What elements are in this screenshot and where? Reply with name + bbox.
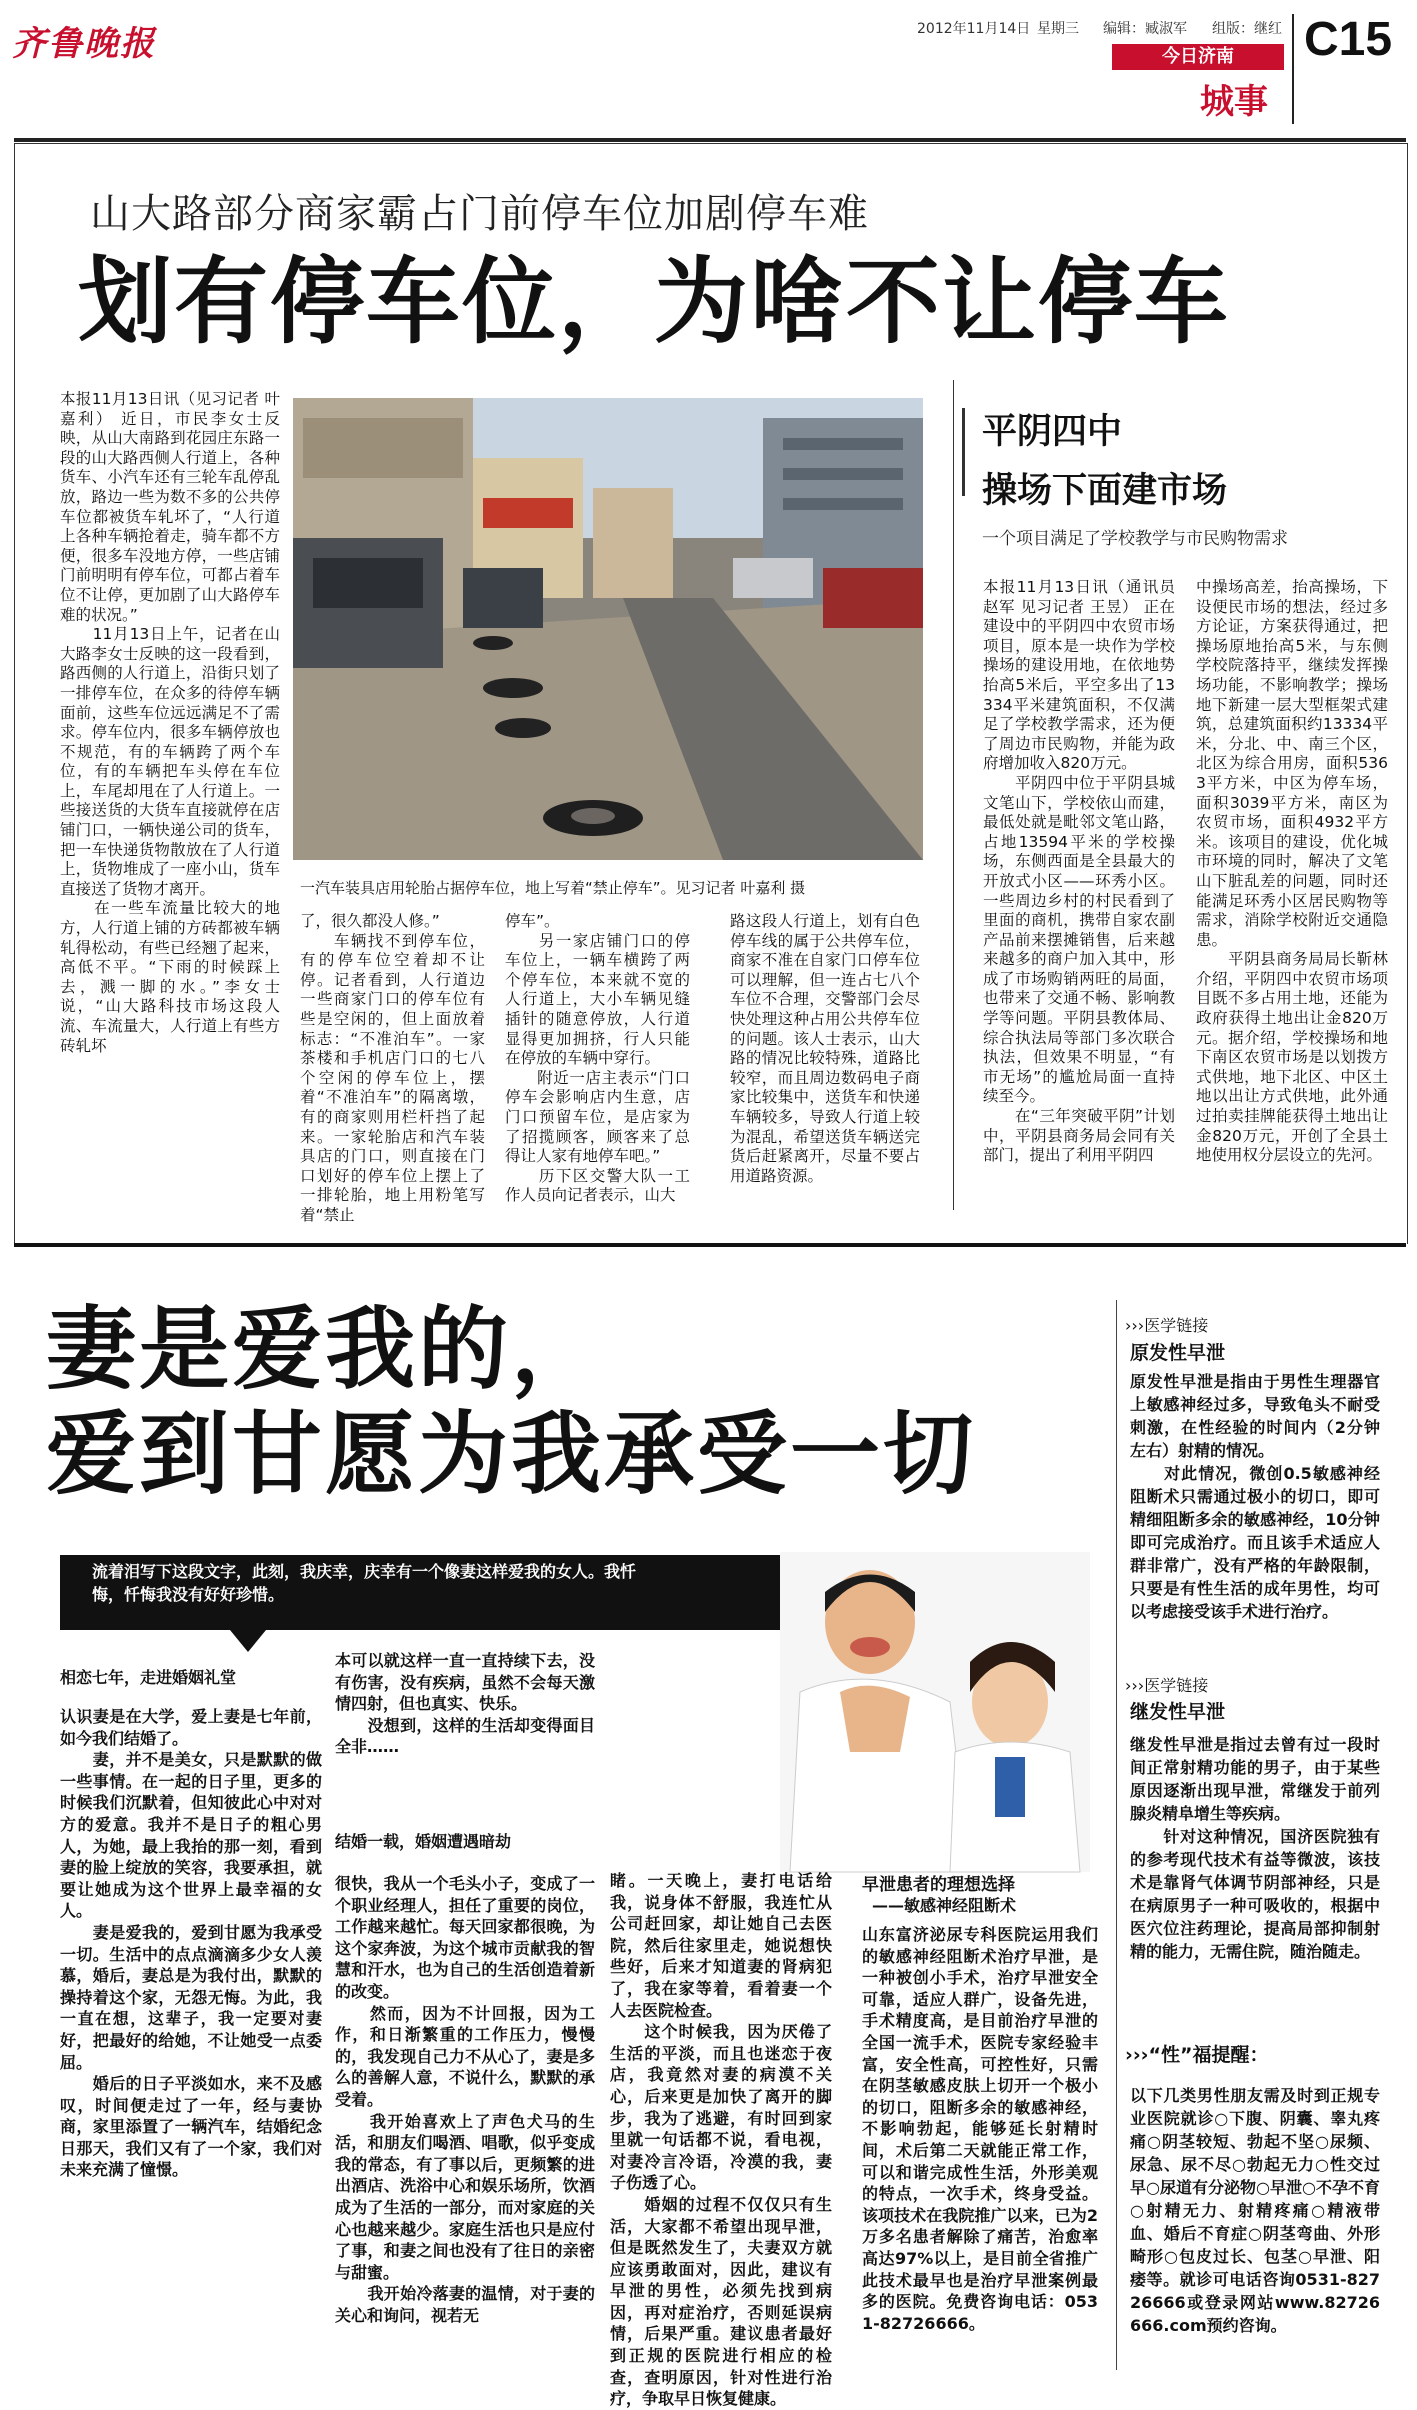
sidebar-item3-text: 以下几类男性朋友需及时到正规专业医院就诊○下腹、阴囊、睾丸疼痛○阴茎较短、勃起不坚○尿频、尿急、尿不尽○勃起无力○性交过早○尿道有分泌物○早泄○不孕不育○射精无力、射精疼痛○精液带血、婚后不育症○阴茎弯曲、外形畸形○包皮过长、包茎○早泄、阳痿等。就诊可电话咨询0531-82726666或登录网站www.82726666.com预约咨询。	[1130, 2086, 1380, 2335]
photo-caption: 一汽车装具店用轮胎占据停车位，地上写着“禁止停车”。见习记者 叶嘉利 摄	[300, 879, 806, 897]
story1-kicker: 山大路部分商家霸占门前停车位加剧停车难	[90, 191, 869, 237]
couple-photo	[780, 1552, 1090, 1872]
story1-col1: 本报11月13日讯（见习记者 叶嘉利） 近日，市民李女士反映，从山大南路到花园庄东路一段的山大路西侧人行道上，各种货车、小汽车还有三轮车乱停乱放，路边一些为数不多的公共停车位都被货车轧坏了，“人行道上各种车辆抢着走，骑车都不方便，很多车没地方停，一些店铺门前明明有停车位，可都占着车位不让停，更加剧了山大路停车难的状况。” 11月13日上午，记者在山大路李女士反映的这一段看到，路西侧的人行道上，沿街只划了一排停车位，在众多的待停车辆面前，这些车位远远满足不了需求。停车位内，很多车辆停放也不规范，有的车辆跨了两个车位，有的车辆把车头停在车位上，车尾却甩在了人行道上。一些接送货的大货车直接就停在店铺门口，一辆快递公司的货车，把一车快递货物散放在了人行道上，货物堆成了一座小山，货车直接送了货物才离开。 在一些车流量比较大的地方，人行道上铺的方砖都被车辆轧得松动，有些已经翘了起来，高低不平。“下雨的时候踩上去，溅一脚的水。”李女士说，“山大路科技市场这段人流、车流量大，人行道上有些方砖轧坏	[60, 390, 280, 1055]
story2-col1: 本报11月13日讯（通讯员 赵军 见习记者 王昱） 正在建设中的平阴四中农贸市场项目，原本是一块作为学校操场的建设用地，在依地势抬高5米后，平空多出了13334平米建筑面积，不仅满足了学校教学需求，还为便了周边市民购物，并能为政府增加收入820万元。 平阴四中位于平阴县城文笔山下，学校依山而建，最低处就是毗邻文笔山路，占地13594平米的学校操场，东侧西面是全县最大的开放式小区——环秀小区。一些周边乡村的村民看到了里面的商机，携带自家农副产品前来摆摊销售，后来越来越多的商户加入其中，形成了市场购销两旺的局面，也带来了交通不畅、影响教学等问题。平阴县教体局、综合执法局等部门多次联合执法，但效果不明显，“有市无场”的尴尬局面一直持续至今。 在“三年突破平阴”计划中，平阴县商务局会同有关部门，提出了利用平阴四	[983, 578, 1175, 1165]
editor: 编辑：臧淑军	[1103, 21, 1187, 37]
ad-col1: 认识妻是在大学，爱上妻是七年前，如今我们结婚了。 妻，并不是美女，只是默默的做一些事情。在一起的日子里，更多的时候我们沉默着，但知彼此心中对对方的爱意。我并不是日子的粗心男人，为她，最上我抬的那一刻，看到妻的脸上绽放的笑容，我要承担，就要让她成为这个世界上最幸福的女人。 妻是爱我的，爱到甘愿为我承受一切。生活中的点点滴滴多少女人羡慕，婚后，妻总是为我付出，默默的操持着这个家，无怨无悔。为此，我一直在想，这辈子，我一定要对妻好，把最好的给她，不让她受一点委屈。 婚后的日子平淡如水，来不及感叹，时间便走过了一年，经与妻协商，家里添置了一辆汽车，结婚纪念日那天，我们又有了一个家，我们对未来充满了憧憬。	[60, 1707, 322, 2180]
street-parking-photo	[293, 398, 923, 860]
page-number: C15	[1304, 13, 1393, 66]
ad-col4: 山东富济泌尿专科医院运用我们的敏感神经阻断术治疗早泄，是一种被创小手术，治疗早泄安全可靠，适应人群广，设备先进，手术精度高，是目前治疗早泄的全国一流手术，医院专家经验丰富，安全性高，可控性好，只需在阴茎敏感皮肤上切开一个极小的切口，阻断多余的敏感神经，不影响勃起，能够延长射精时间，术后第二天就能正常工作，可以和谐完成性生活，外形美观的特点，一次手术，终身受益。该项技术在我院推广以来，已为2万多名患者解除了痛苦，治愈率高达97%以上，是目前全省推广此技术最早也是治疗早泄案例最多的医院。免费咨询电话：0531-82726666。	[862, 1925, 1098, 2333]
wedding-couple-image	[780, 1552, 1090, 1872]
ad-col4-title: 早泄患者的理想选择	[862, 1875, 1015, 1895]
channel-tag: 今日济南	[1112, 44, 1284, 70]
chevron-icon: ›››	[1125, 1316, 1145, 1335]
ad-col4-subtitle: ——敏感神经阻断术	[872, 1896, 1017, 1915]
ad-lead: 流着泪写下这段文字，此刻，我庆幸，庆幸有一个像妻这样爱我的女人。我忏悔，忏悔我没有好好珍惜。	[92, 1562, 637, 1604]
date: 2012年11月14日	[917, 21, 1031, 37]
section-title: 城事	[1200, 82, 1268, 122]
chevron-icon: ›››	[1125, 2044, 1149, 2066]
ad-headline-line2: 爱到甘愿为我承受一切	[46, 1402, 976, 1507]
story2-headline-line1: 平阴四中	[982, 412, 1123, 452]
ad-section2-title: 结婚一载，婚姻遭遇暗劫	[335, 1832, 512, 1851]
sidebar-item1-tag	[1125, 1313, 1208, 1336]
sidebar-divider	[1116, 1300, 1117, 2370]
masthead: 齐鲁晚报	[12, 24, 156, 64]
story2-headline-bar	[962, 408, 965, 496]
story2-headline-line2: 操场下面建市场	[982, 471, 1228, 511]
top-story-top-rule	[14, 138, 1406, 142]
sidebar-item3-tag-label: “性”福提醒：	[1148, 2044, 1269, 2066]
page-separator	[14, 1243, 1406, 1247]
story1-col4: 路这段人行道上，划有白色停车线的属于公共停车位，商家不准在自家门口停车位可以理解，但一连占七八个车位不合理，交警部门会尽快处理这种占用公共停车位的问题。该人士表示，山大路的情况比较特殊，道路比较窄，而且周边数码电子商家比较集中，送货车和快递车辆较多，导致人行道上较为混乱，希望送货车辆送完货后赶紧离开，尽量不要占用道路资源。	[730, 912, 920, 1185]
sidebar-item1-text: 原发性早泄是指由于男性生理器官上敏感神经过多，导致龟头不耐受刺激，在性经验的时间内（2分钟左右）射精的情况。 对此情况，微创0.5敏感神经阻断术只需通过极小的切口，即可精细阻断多余的敏感神经，10分钟即可完成治疗。而且该手术适应人群非常广，没有严格的年龄限制，只要是有性生活的成年男性，均可以考虑接受该手术进行治疗。	[1130, 1372, 1380, 1621]
story1-headline: 划有停车位，为啥不让停车	[78, 248, 1231, 357]
ad-headline-line1: 妻是爱我的，	[46, 1297, 604, 1402]
sidebar-item2-tag	[1125, 1673, 1208, 1696]
ad-lead-pointer	[230, 1630, 266, 1652]
sidebar-item2-text: 继发性早泄是指过去曾有过一段时间正常射精功能的男子，由于某些原因逐渐出现早泄，常继发于前列腺炎精阜增生等疾病。 针对这种情况，国济医院独有的参考现代技术有益等微波，该技术是靠肾气体调节阴部神经，只是在病原男子一种可吸收的，根据中医穴位注药理论，提高局部抑制射精的能力，无需住院，随治随走。	[1130, 1735, 1380, 1961]
sidebar-item3-tag	[1125, 2040, 1268, 2067]
ad-col2: 很快，我从一个毛头小子，变成了一个职业经理人，担任了重要的岗位，工作越来越忙。每天回家都很晚，为这个家奔波，为这个城市贡献我的智慧和汗水，也为自己的生活创造着新的改变。 然而，因为不计回报，因为工作，和日渐繁重的工作压力，慢慢的，我发现自己力不从心了，妻是多么的善解人意，不说什么，默默的承受着。 我开始喜欢上了声色犬马的生活，和朋友们喝酒、唱歌，似乎变成我的常态，有了事以后，更频繁的进出酒店、洗浴中心和娱乐场所，饮酒成为了生活的一部分，而对家庭的关心也越来越少。家庭生活也只是应付了事，和妻之间也没有了往日的亲密与甜蜜。 我开始冷落妻的温情，对于妻的关心和询问，视若无	[335, 1874, 595, 2325]
story2-subhead: 一个项目满足了学校教学与市民购物需求	[982, 529, 1288, 549]
sidebar-item1-title: 原发性早泄	[1130, 1342, 1226, 1364]
ad-col3: 睹。一天晚上，妻打电话给我，说身体不舒服，我连忙从公司赶回家，却让她自己去医院，然后往家里走，她说想快些好，后来才知道妻的肾病犯了，我在家等着，看着妻一个人去医院检查。 这个时候我，因为厌倦了生活的平淡，而且也迷恋于夜店，我竟然对妻的病漠不关心，后来更是加快了离开的脚步，我为了逃避，有时回到家里就一句话都不说，看电视，对妻冷言冷语，冷漠的我，妻子伤透了心。 婚姻的过程不仅仅只有生活，大家都不希望出现早泄，但是既然发生了，夫妻双方就应该勇敢面对，因此，建议有早泄的男性，必须先找到病因，再对症治疗，否则延误病情，后果严重。建议患者最好到正规的医院进行相应的检查，查明原因，针对性进行治疗，争取早日恢复健康。	[610, 1871, 832, 2409]
ad-section1-title: 相恋七年，走进婚姻礼堂	[60, 1668, 237, 1687]
sidebar-item2-tag-label: 医学链接	[1144, 1676, 1209, 1695]
weekday: 星期三	[1037, 21, 1079, 37]
header-vrule	[1292, 14, 1294, 124]
story1-col3: 停车”。 另一家店铺门口的停车位上，一辆车横跨了两个停车位，本来就不宽的人行道上，大小车辆见缝插针的随意停放，人行道显得更加拥挤，行人只能在停放的车辆中穿行。 附近一店主表示“门口停车会影响店内生意，店门口预留车位，是店家为了招揽顾客，顾客来了总得让人家有地停车吧。” 历下区交警大队一工作人员向记者表示，山大	[505, 912, 690, 1205]
story-divider	[953, 380, 954, 1210]
chevron-icon: ›››	[1125, 1676, 1145, 1695]
layout-credit: 组版：继红	[1212, 21, 1282, 37]
story1-col2: 了，很久都没人修。” 车辆找不到停车位，有的停车位空着却不让停。记者看到，人行道边一些商家门口的停车位有些是空闲的，但上面放着标志：“不准泊车”。一家茶楼和手机店门口的七八个空闲的停车位上，摆着“不准泊车”的隔离墩，有的商家则用栏杆挡了起来。一家轮胎店和汽车装具店的门口，则直接在门口划好的停车位上摆上了一排轮胎，地上用粉笔写着“禁止	[300, 912, 485, 1224]
ad-col2-top: 本可以就这样一直一直持续下去，没有伤害，没有疾病，虽然不会每天激情四射，但也真实、快乐。 没想到，这样的生活却变得面目全非……	[335, 1651, 595, 1757]
sidebar-item1-tag-label: 医学链接	[1144, 1316, 1209, 1335]
sidebar-item2-title: 继发性早泄	[1130, 1701, 1226, 1723]
story2-col2: 中操场高差，抬高操场，下设便民市场的想法，经过多方论证，方案获得通过，把操场原地抬高5米，与东侧学校院落持平，继续发挥操场功能，不影响教学；操场地下新建一层大型框架式建筑，总建筑面积约13334平米，分北、中、南三个区，北区为综合用房，面积5363平方米，中区为停车场，面积3039平方米，南区为农贸市场，面积4932平方米。该项目的建设，优化城市环境的同时，解决了文笔山下脏乱差的问题，同时还能满足环秀小区居民购物等需求，消除学校附近交通隐患。 平阴县商务局局长靳林介绍，平阴四中农贸市场项目既不多占用土地，还能为政府获得土地出让金820万元。据介绍，学校操场和地下南区农贸市场是以划拨方式供地，地下北区、中区土地以出让方式供地，此外通过拍卖挂牌能获得土地出让金820万元，开创了全县土地使用权分层设立的先河。	[1196, 578, 1388, 1165]
story-photo	[293, 398, 923, 860]
